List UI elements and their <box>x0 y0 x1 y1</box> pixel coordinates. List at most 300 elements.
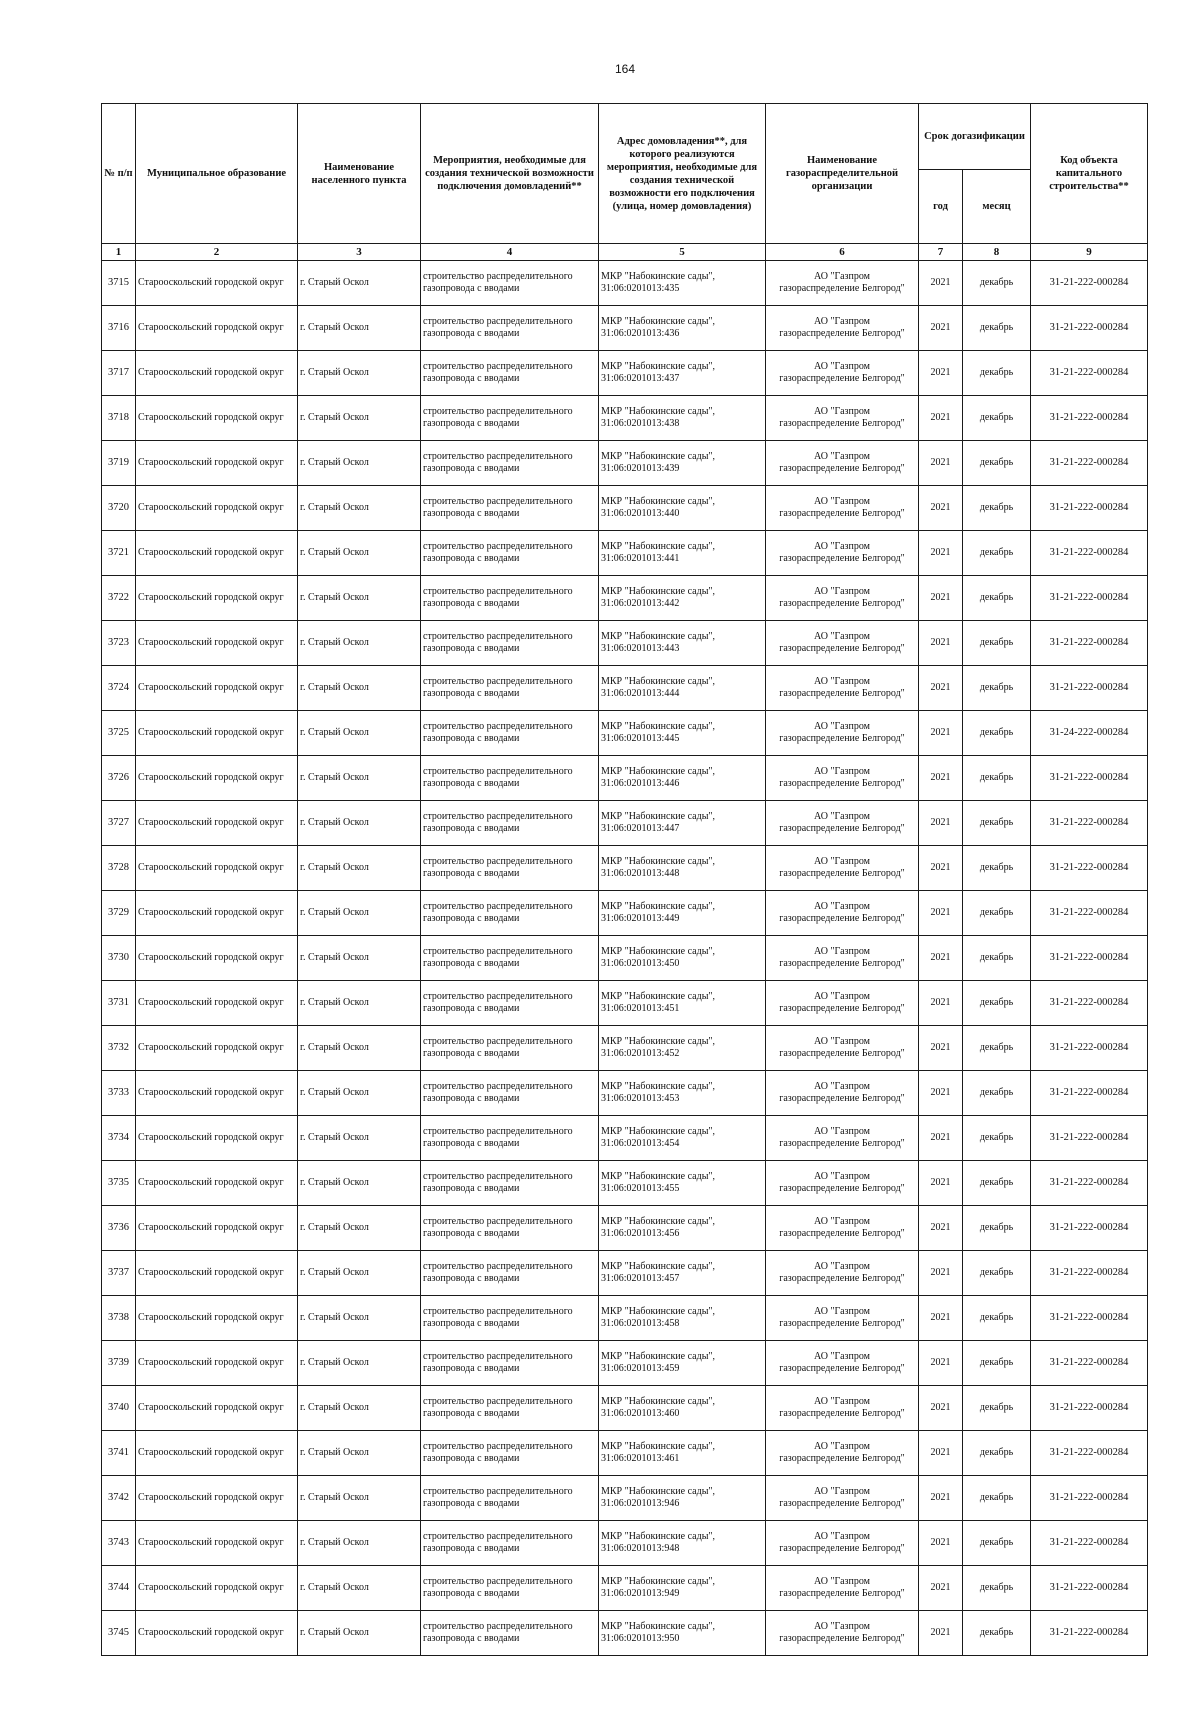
address-cell-line: МКР "Набокинские сады", <box>601 586 715 597</box>
code-cell: 31-21-222-000284 <box>1031 981 1148 1026</box>
address-cell-line: МКР "Набокинские сады", <box>601 676 715 687</box>
measures-cell: строительство распределительного газопровода с вводами <box>421 846 599 891</box>
org-cell <box>766 351 919 396</box>
org-cell-line: АО "Газпром <box>814 1126 870 1137</box>
table-row <box>102 891 1148 936</box>
year-cell: 2021 <box>919 576 963 621</box>
org-cell-line: газораспределение Белгород" <box>779 553 905 564</box>
org-cell-line: газораспределение Белгород" <box>779 598 905 609</box>
org-cell-line: АО "Газпром <box>814 496 870 507</box>
settlement-cell: г. Старый Оскол <box>298 1431 421 1476</box>
year-cell: 2021 <box>919 306 963 351</box>
municipality-cell: Старооскольский городской округ <box>136 1611 298 1656</box>
org-cell-line: газораспределение Белгород" <box>779 778 905 789</box>
org-cell <box>766 846 919 891</box>
address-cell-line: 31:06:0201013:435 <box>601 283 680 294</box>
table-row <box>102 1431 1148 1476</box>
address-cell-line: 31:06:0201013:460 <box>601 1408 680 1419</box>
measures-cell: строительство распределительного газопровода с вводами <box>421 1116 599 1161</box>
org-cell-line: газораспределение Белгород" <box>779 418 905 429</box>
row-number: 3729 <box>102 891 136 936</box>
municipality-cell: Старооскольский городской округ <box>136 1521 298 1566</box>
table-row <box>102 306 1148 351</box>
address-cell <box>599 1386 766 1431</box>
code-cell: 31-21-222-000284 <box>1031 1476 1148 1521</box>
address-cell <box>599 1566 766 1611</box>
org-cell-line: газораспределение Белгород" <box>779 1318 905 1329</box>
address-cell-line: 31:06:0201013:452 <box>601 1048 680 1059</box>
code-cell: 31-21-222-000284 <box>1031 441 1148 486</box>
address-cell-line: МКР "Набокинские сады", <box>601 1126 715 1137</box>
address-cell <box>599 306 766 351</box>
org-cell <box>766 1566 919 1611</box>
address-cell <box>599 801 766 846</box>
address-cell <box>599 1521 766 1566</box>
municipality-cell: Старооскольский городской округ <box>136 531 298 576</box>
settlement-cell: г. Старый Оскол <box>298 1206 421 1251</box>
org-cell-line: АО "Газпром <box>814 361 870 372</box>
settlement-cell: г. Старый Оскол <box>298 1386 421 1431</box>
year-cell: 2021 <box>919 261 963 306</box>
measures-cell: строительство распределительного газопровода с вводами <box>421 441 599 486</box>
municipality-cell: Старооскольский городской округ <box>136 756 298 801</box>
code-cell: 31-21-222-000284 <box>1031 666 1148 711</box>
settlement-cell: г. Старый Оскол <box>298 1521 421 1566</box>
row-number: 3730 <box>102 936 136 981</box>
year-cell: 2021 <box>919 531 963 576</box>
month-cell: декабрь <box>963 981 1031 1026</box>
column-number: 5 <box>599 244 766 261</box>
address-cell-line: МКР "Набокинские сады", <box>601 766 715 777</box>
org-cell <box>766 261 919 306</box>
address-cell-line: МКР "Набокинские сады", <box>601 991 715 1002</box>
code-cell: 31-21-222-000284 <box>1031 936 1148 981</box>
row-number: 3734 <box>102 1116 136 1161</box>
settlement-cell: г. Старый Оскол <box>298 801 421 846</box>
measures-cell: строительство распределительного газопровода с вводами <box>421 1431 599 1476</box>
row-number: 3726 <box>102 756 136 801</box>
org-cell-line: газораспределение Белгород" <box>779 1498 905 1509</box>
month-cell: декабрь <box>963 351 1031 396</box>
org-cell-line: газораспределение Белгород" <box>779 1273 905 1284</box>
header-org: Наименование газораспределительной организации <box>766 104 919 244</box>
municipality-cell: Старооскольский городской округ <box>136 306 298 351</box>
month-cell: декабрь <box>963 801 1031 846</box>
code-cell: 31-21-222-000284 <box>1031 1296 1148 1341</box>
org-cell-line: АО "Газпром <box>814 1036 870 1047</box>
measures-cell: строительство распределительного газопровода с вводами <box>421 936 599 981</box>
header-num: № п/п <box>102 104 136 244</box>
year-cell: 2021 <box>919 396 963 441</box>
address-cell-line: 31:06:0201013:440 <box>601 508 680 519</box>
code-cell: 31-21-222-000284 <box>1031 351 1148 396</box>
year-cell: 2021 <box>919 441 963 486</box>
settlement-cell: г. Старый Оскол <box>298 531 421 576</box>
municipality-cell: Старооскольский городской округ <box>136 351 298 396</box>
year-cell: 2021 <box>919 666 963 711</box>
row-number: 3745 <box>102 1611 136 1656</box>
settlement-cell: г. Старый Оскол <box>298 1161 421 1206</box>
org-cell-line: газораспределение Белгород" <box>779 643 905 654</box>
gasification-table <box>101 103 1148 1656</box>
table-row <box>102 441 1148 486</box>
row-number: 3741 <box>102 1431 136 1476</box>
header-deadline: Срок догазификации <box>919 104 1031 170</box>
address-cell-line: МКР "Набокинские сады", <box>601 1441 715 1452</box>
settlement-cell: г. Старый Оскол <box>298 1026 421 1071</box>
year-cell: 2021 <box>919 891 963 936</box>
month-cell: декабрь <box>963 891 1031 936</box>
measures-cell: строительство распределительного газопровода с вводами <box>421 1161 599 1206</box>
year-cell: 2021 <box>919 1071 963 1116</box>
address-cell <box>599 756 766 801</box>
municipality-cell: Старооскольский городской округ <box>136 1296 298 1341</box>
municipality-cell: Старооскольский городской округ <box>136 1071 298 1116</box>
org-cell-line: газораспределение Белгород" <box>779 733 905 744</box>
address-cell-line: 31:06:0201013:950 <box>601 1633 680 1644</box>
org-cell-line: АО "Газпром <box>814 946 870 957</box>
row-number: 3720 <box>102 486 136 531</box>
address-cell <box>599 1611 766 1656</box>
code-cell: 31-21-222-000284 <box>1031 621 1148 666</box>
year-cell: 2021 <box>919 846 963 891</box>
header-code: Код объекта капитального строительства** <box>1031 104 1148 244</box>
address-cell-line: МКР "Набокинские сады", <box>601 1531 715 1542</box>
address-cell <box>599 1206 766 1251</box>
org-cell <box>766 1521 919 1566</box>
year-cell: 2021 <box>919 801 963 846</box>
measures-cell: строительство распределительного газопровода с вводами <box>421 306 599 351</box>
org-cell <box>766 666 919 711</box>
address-cell-line: 31:06:0201013:437 <box>601 373 680 384</box>
address-cell <box>599 351 766 396</box>
municipality-cell: Старооскольский городской округ <box>136 1566 298 1611</box>
row-number: 3716 <box>102 306 136 351</box>
address-cell-line: МКР "Набокинские сады", <box>601 1216 715 1227</box>
address-cell <box>599 1431 766 1476</box>
org-cell-line: газораспределение Белгород" <box>779 283 905 294</box>
org-cell-line: газораспределение Белгород" <box>779 328 905 339</box>
org-cell-line: АО "Газпром <box>814 316 870 327</box>
table-row <box>102 1476 1148 1521</box>
municipality-cell: Старооскольский городской округ <box>136 891 298 936</box>
header-measures: Мероприятия, необходимые для создания технической возможности подключения домовладений** <box>421 104 599 244</box>
row-number: 3733 <box>102 1071 136 1116</box>
municipality-cell: Старооскольский городской округ <box>136 981 298 1026</box>
measures-cell: строительство распределительного газопровода с вводами <box>421 711 599 756</box>
table-row <box>102 981 1148 1026</box>
org-cell-line: АО "Газпром <box>814 1486 870 1497</box>
year-cell: 2021 <box>919 1386 963 1431</box>
month-cell: декабрь <box>963 1026 1031 1071</box>
code-cell: 31-21-222-000284 <box>1031 756 1148 801</box>
table-row <box>102 1296 1148 1341</box>
org-cell-line: АО "Газпром <box>814 1081 870 1092</box>
org-cell-line: газораспределение Белгород" <box>779 373 905 384</box>
month-cell: декабрь <box>963 621 1031 666</box>
year-cell: 2021 <box>919 1341 963 1386</box>
column-number-row <box>102 244 1148 261</box>
address-cell <box>599 1296 766 1341</box>
municipality-cell: Старооскольский городской округ <box>136 396 298 441</box>
org-cell <box>766 531 919 576</box>
address-cell-line: МКР "Набокинские сады", <box>601 1486 715 1497</box>
address-cell-line: 31:06:0201013:451 <box>601 1003 680 1014</box>
measures-cell: строительство распределительного газопровода с вводами <box>421 1521 599 1566</box>
org-cell-line: АО "Газпром <box>814 586 870 597</box>
org-cell-line: газораспределение Белгород" <box>779 1633 905 1644</box>
row-number: 3737 <box>102 1251 136 1296</box>
measures-cell: строительство распределительного газопровода с вводами <box>421 891 599 936</box>
org-cell-line: АО "Газпром <box>814 631 870 642</box>
row-number: 3715 <box>102 261 136 306</box>
year-cell: 2021 <box>919 1296 963 1341</box>
address-cell-line: 31:06:0201013:450 <box>601 958 680 969</box>
address-cell <box>599 666 766 711</box>
org-cell-line: газораспределение Белгород" <box>779 1363 905 1374</box>
municipality-cell: Старооскольский городской округ <box>136 1206 298 1251</box>
municipality-cell: Старооскольский городской округ <box>136 1386 298 1431</box>
org-cell-line: АО "Газпром <box>814 901 870 912</box>
month-cell: декабрь <box>963 1341 1031 1386</box>
settlement-cell: г. Старый Оскол <box>298 711 421 756</box>
month-cell: декабрь <box>963 531 1031 576</box>
code-cell: 31-21-222-000284 <box>1031 846 1148 891</box>
settlement-cell: г. Старый Оскол <box>298 621 421 666</box>
settlement-cell: г. Старый Оскол <box>298 1611 421 1656</box>
address-cell-line: 31:06:0201013:447 <box>601 823 680 834</box>
column-number: 9 <box>1031 244 1148 261</box>
address-cell-line: 31:06:0201013:458 <box>601 1318 680 1329</box>
row-number: 3744 <box>102 1566 136 1611</box>
measures-cell: строительство распределительного газопровода с вводами <box>421 1071 599 1116</box>
org-cell-line: АО "Газпром <box>814 1441 870 1452</box>
month-cell: декабрь <box>963 1611 1031 1656</box>
municipality-cell: Старооскольский городской округ <box>136 801 298 846</box>
org-cell-line: АО "Газпром <box>814 991 870 1002</box>
address-cell-line: 31:06:0201013:436 <box>601 328 680 339</box>
municipality-cell: Старооскольский городской округ <box>136 1026 298 1071</box>
table-row <box>102 666 1148 711</box>
month-cell: декабрь <box>963 936 1031 981</box>
settlement-cell: г. Старый Оскол <box>298 576 421 621</box>
org-cell <box>766 1611 919 1656</box>
address-cell-line: МКР "Набокинские сады", <box>601 721 715 732</box>
column-number: 1 <box>102 244 136 261</box>
municipality-cell: Старооскольский городской округ <box>136 576 298 621</box>
month-cell: декабрь <box>963 666 1031 711</box>
month-cell: декабрь <box>963 1206 1031 1251</box>
address-cell <box>599 486 766 531</box>
row-number: 3743 <box>102 1521 136 1566</box>
org-cell <box>766 621 919 666</box>
month-cell: декабрь <box>963 441 1031 486</box>
year-cell: 2021 <box>919 1251 963 1296</box>
measures-cell: строительство распределительного газопровода с вводами <box>421 351 599 396</box>
measures-cell: строительство распределительного газопровода с вводами <box>421 1476 599 1521</box>
org-cell <box>766 936 919 981</box>
address-cell-line: МКР "Набокинские сады", <box>601 631 715 642</box>
measures-cell: строительство распределительного газопровода с вводами <box>421 1341 599 1386</box>
org-cell-line: газораспределение Белгород" <box>779 1408 905 1419</box>
code-cell: 31-21-222-000284 <box>1031 531 1148 576</box>
address-cell-line: МКР "Набокинские сады", <box>601 406 715 417</box>
address-cell <box>599 531 766 576</box>
header-settlement: Наименование населенного пункта <box>298 104 421 244</box>
address-cell <box>599 621 766 666</box>
address-cell <box>599 441 766 486</box>
settlement-cell: г. Старый Оскол <box>298 1251 421 1296</box>
org-cell-line: АО "Газпром <box>814 721 870 732</box>
org-cell-line: газораспределение Белгород" <box>779 1138 905 1149</box>
municipality-cell: Старооскольский городской округ <box>136 711 298 756</box>
org-cell-line: АО "Газпром <box>814 811 870 822</box>
code-cell: 31-21-222-000284 <box>1031 261 1148 306</box>
address-cell-line: МКР "Набокинские сады", <box>601 361 715 372</box>
address-cell-line: МКР "Набокинские сады", <box>601 1171 715 1182</box>
month-cell: декабрь <box>963 576 1031 621</box>
year-cell: 2021 <box>919 1431 963 1476</box>
address-cell <box>599 1071 766 1116</box>
org-cell-line: газораспределение Белгород" <box>779 1588 905 1599</box>
table-row <box>102 1161 1148 1206</box>
municipality-cell: Старооскольский городской округ <box>136 1116 298 1161</box>
org-cell-line: газораспределение Белгород" <box>779 1048 905 1059</box>
row-number: 3717 <box>102 351 136 396</box>
org-cell <box>766 891 919 936</box>
month-cell: декабрь <box>963 711 1031 756</box>
municipality-cell: Старооскольский городской округ <box>136 846 298 891</box>
code-cell: 31-21-222-000284 <box>1031 1611 1148 1656</box>
address-cell-line: 31:06:0201013:444 <box>601 688 680 699</box>
address-cell <box>599 396 766 441</box>
measures-cell: строительство распределительного газопровода с вводами <box>421 1206 599 1251</box>
address-cell <box>599 1026 766 1071</box>
year-cell: 2021 <box>919 936 963 981</box>
address-cell-line: 31:06:0201013:446 <box>601 778 680 789</box>
address-cell-line: МКР "Набокинские сады", <box>601 1351 715 1362</box>
address-cell-line: 31:06:0201013:448 <box>601 868 680 879</box>
org-cell-line: АО "Газпром <box>814 1621 870 1632</box>
table-row <box>102 801 1148 846</box>
org-cell <box>766 306 919 351</box>
municipality-cell: Старооскольский городской округ <box>136 1341 298 1386</box>
org-cell-line: АО "Газпром <box>814 1576 870 1587</box>
org-cell <box>766 1251 919 1296</box>
address-cell-line: МКР "Набокинские сады", <box>601 1261 715 1272</box>
column-number: 7 <box>919 244 963 261</box>
year-cell: 2021 <box>919 1206 963 1251</box>
org-cell-line: АО "Газпром <box>814 1396 870 1407</box>
org-cell <box>766 1341 919 1386</box>
month-cell: декабрь <box>963 1071 1031 1116</box>
month-cell: декабрь <box>963 1431 1031 1476</box>
code-cell: 31-21-222-000284 <box>1031 1161 1148 1206</box>
address-cell <box>599 576 766 621</box>
year-cell: 2021 <box>919 1521 963 1566</box>
address-cell-line: 31:06:0201013:949 <box>601 1588 680 1599</box>
measures-cell: строительство распределительного газопровода с вводами <box>421 531 599 576</box>
org-cell <box>766 1296 919 1341</box>
header-address: Адрес домовладения**, для которого реализуются мероприятия, необходимые для создания технической возможности его подключения (улица, номер домовладения) <box>599 104 766 244</box>
code-cell: 31-21-222-000284 <box>1031 1386 1148 1431</box>
address-cell-line: МКР "Набокинские сады", <box>601 1396 715 1407</box>
org-cell <box>766 1116 919 1161</box>
address-cell <box>599 936 766 981</box>
address-cell-line: МКР "Набокинские сады", <box>601 1081 715 1092</box>
settlement-cell: г. Старый Оскол <box>298 1296 421 1341</box>
municipality-cell: Старооскольский городской округ <box>136 621 298 666</box>
settlement-cell: г. Старый Оскол <box>298 1071 421 1116</box>
org-cell-line: АО "Газпром <box>814 676 870 687</box>
settlement-cell: г. Старый Оскол <box>298 936 421 981</box>
org-cell <box>766 1206 919 1251</box>
month-cell: декабрь <box>963 261 1031 306</box>
address-cell-line: МКР "Набокинские сады", <box>601 541 715 552</box>
header-municipality: Муниципальное образование <box>136 104 298 244</box>
settlement-cell: г. Старый Оскол <box>298 1116 421 1161</box>
table-row <box>102 936 1148 981</box>
month-cell: декабрь <box>963 396 1031 441</box>
year-cell: 2021 <box>919 981 963 1026</box>
settlement-cell: г. Старый Оскол <box>298 261 421 306</box>
settlement-cell: г. Старый Оскол <box>298 441 421 486</box>
year-cell: 2021 <box>919 351 963 396</box>
measures-cell: строительство распределительного газопровода с вводами <box>421 396 599 441</box>
table-row <box>102 1386 1148 1431</box>
measures-cell: строительство распределительного газопровода с вводами <box>421 801 599 846</box>
measures-cell: строительство распределительного газопровода с вводами <box>421 756 599 801</box>
address-cell-line: МКР "Набокинские сады", <box>601 1576 715 1587</box>
table-row <box>102 1251 1148 1296</box>
code-cell: 31-24-222-000284 <box>1031 711 1148 756</box>
row-number: 3722 <box>102 576 136 621</box>
municipality-cell: Старооскольский городской округ <box>136 666 298 711</box>
month-cell: декабрь <box>963 1161 1031 1206</box>
table-body <box>102 261 1148 1656</box>
measures-cell: строительство распределительного газопровода с вводами <box>421 621 599 666</box>
code-cell: 31-21-222-000284 <box>1031 891 1148 936</box>
org-cell-line: АО "Газпром <box>814 1351 870 1362</box>
code-cell: 31-21-222-000284 <box>1031 1116 1148 1161</box>
municipality-cell: Старооскольский городской округ <box>136 486 298 531</box>
row-number: 3736 <box>102 1206 136 1251</box>
address-cell-line: МКР "Набокинские сады", <box>601 811 715 822</box>
address-cell <box>599 711 766 756</box>
measures-cell: строительство распределительного газопровода с вводами <box>421 576 599 621</box>
table-row <box>102 1206 1148 1251</box>
municipality-cell: Старооскольский городской округ <box>136 1251 298 1296</box>
table-row <box>102 261 1148 306</box>
org-cell <box>766 396 919 441</box>
address-cell-line: МКР "Набокинские сады", <box>601 316 715 327</box>
year-cell: 2021 <box>919 1116 963 1161</box>
code-cell: 31-21-222-000284 <box>1031 1251 1148 1296</box>
settlement-cell: г. Старый Оскол <box>298 666 421 711</box>
address-cell-line: 31:06:0201013:948 <box>601 1543 680 1554</box>
address-cell-line: 31:06:0201013:459 <box>601 1363 680 1374</box>
municipality-cell: Старооскольский городской округ <box>136 1161 298 1206</box>
org-cell-line: газораспределение Белгород" <box>779 688 905 699</box>
month-cell: декабрь <box>963 1476 1031 1521</box>
column-number: 6 <box>766 244 919 261</box>
code-cell: 31-21-222-000284 <box>1031 396 1148 441</box>
code-cell: 31-21-222-000284 <box>1031 1431 1148 1476</box>
row-number: 3723 <box>102 621 136 666</box>
org-cell-line: АО "Газпром <box>814 856 870 867</box>
org-cell <box>766 576 919 621</box>
row-number: 3740 <box>102 1386 136 1431</box>
